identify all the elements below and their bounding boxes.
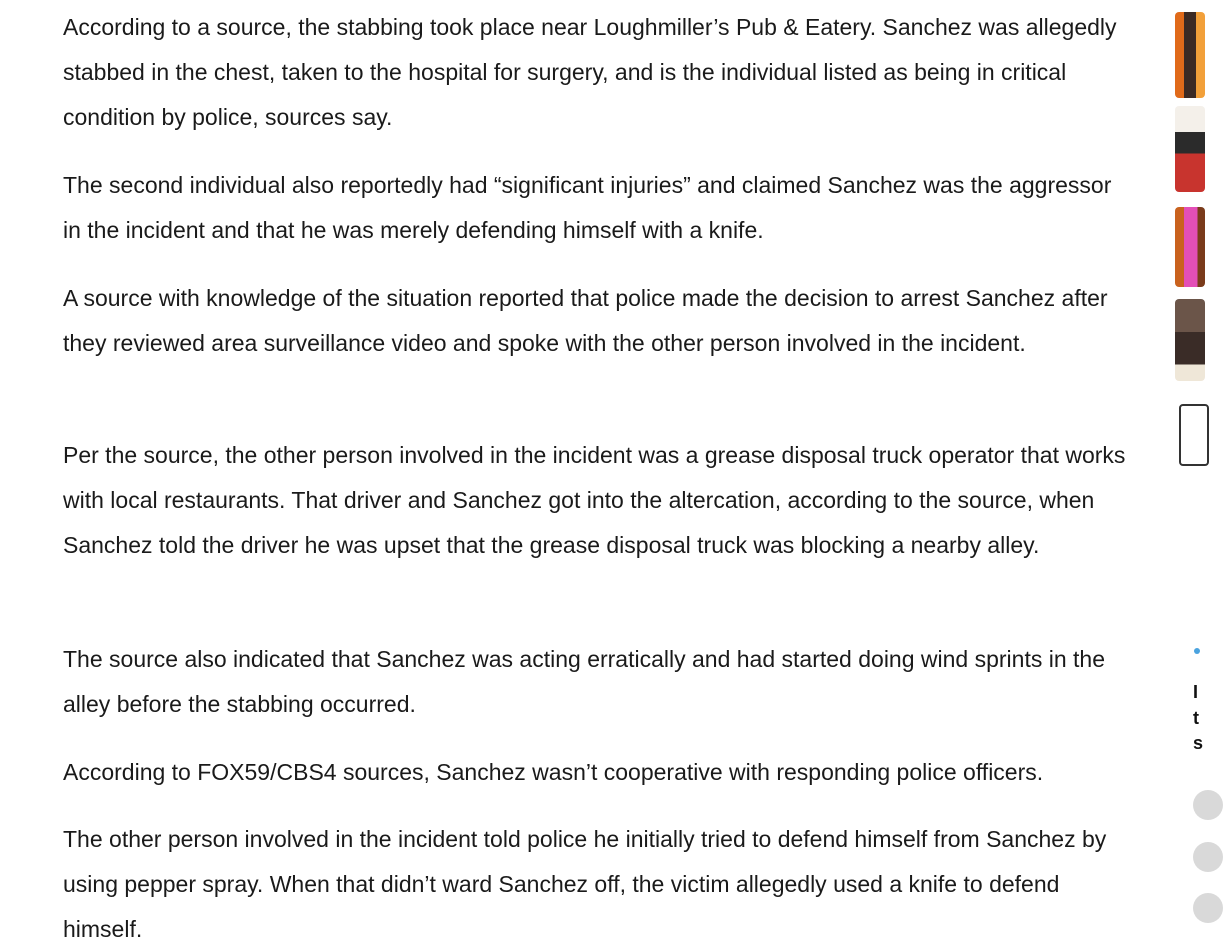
article-paragraph: The source also indicated that Sanchez was acting erratically and had started doing wind sprints in the alley before the stabbing occurred.: [63, 646, 1105, 717]
avatar[interactable]: [1193, 842, 1223, 872]
article-paragraph: According to FOX59/CBS4 sources, Sanchez wasn’t cooperative with responding police officers.: [63, 759, 1044, 785]
article-paragraph: According to a source, the stabbing took place near Loughmiller’s Pub & Eatery. Sanchez was allegedly stabbed in the chest, taken to the hospital for surgery, and is the individual listed as being in critical condition by police, sources say.: [63, 14, 1117, 130]
sidebar-thumbnail[interactable]: [1175, 106, 1205, 192]
sidebar-thumbnail[interactable]: [1175, 207, 1205, 287]
sidebar-thumbnail[interactable]: [1175, 12, 1205, 98]
article-paragraph: The second individual also reportedly had “significant injuries” and claimed Sanchez was the aggressor in the incident and that he was merely defending himself with a knife.: [63, 172, 1112, 243]
sidebar-headline-fragment[interactable]: I: [1193, 682, 1199, 702]
article-paragraph: The other person involved in the incident told police he initially tried to defend himself from Sanchez by using pepper spray. When that didn’t ward Sanchez off, the victim allegedly used a knife to defend himself.: [63, 826, 1107, 942]
avatar[interactable]: [1193, 893, 1223, 923]
sidebar-thumbnail[interactable]: [1175, 299, 1205, 381]
sidebar-ad-box[interactable]: [1179, 404, 1209, 466]
article-paragraph: Per the source, the other person involved in the incident was a grease disposal truck operator that works with local restaurants. That driver and Sanchez got into the altercation, according to the source, when Sanchez told the driver he was upset that the grease disposal truck was blocking a nearby alley.: [63, 442, 1126, 558]
sidebar-headline-fragment[interactable]: s: [1193, 733, 1204, 753]
article-paragraph: A source with knowledge of the situation reported that police made the decision to arrest Sanchez after they reviewed area surveillance video and spoke with the other person involved in the incident.: [63, 285, 1108, 356]
sidebar-rail: [1175, 0, 1204, 941]
dot-icon: [1194, 648, 1200, 654]
avatar[interactable]: [1193, 790, 1223, 820]
sidebar-headline-fragment[interactable]: t: [1193, 708, 1199, 728]
